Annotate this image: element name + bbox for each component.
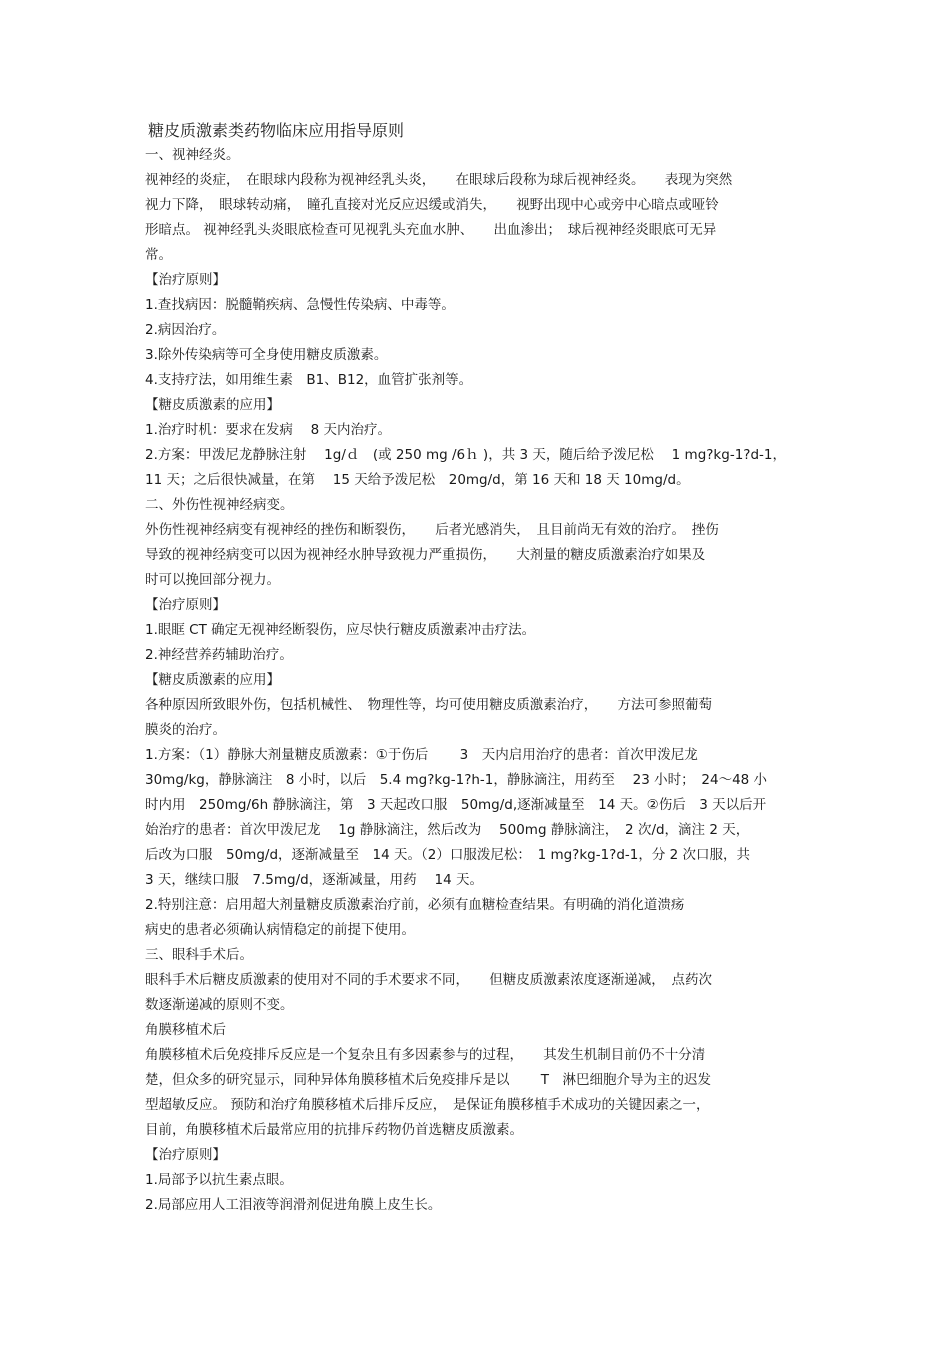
text-line: 4.支持疗法，如用维生素 B1、B12，血管扩张剂等。 — [145, 372, 473, 388]
text-line: 2.神经营养药辅助治疗。 — [145, 647, 293, 663]
text-line: 3.除外传染病等可全身使用糖皮质激素。 — [145, 347, 388, 363]
text-line: 角膜移植术后免疫排斥反应是一个复杂且有多因素参与的过程， 其发生机制目前仍不十分清 — [145, 1047, 706, 1063]
text-line: 1.查找病因：脱髓鞘疾病、急慢性传染病、中毒等。 — [145, 297, 455, 313]
text-line: 2.特别注意：启用超大剂量糖皮质激素治疗前，必须有血糖检查结果。有明确的消化道溃疡 — [145, 897, 685, 913]
text-line: 后改为口服 50mg/d，逐渐减量至 14 天。（2）口服泼尼松： 1 mg?kg-1?d-1，分 2 次口服，共 — [145, 847, 751, 863]
text-line: 各种原因所致眼外伤，包括机械性、 物理性等，均可使用糖皮质激素治疗， 方法可参照葡萄 — [145, 697, 712, 713]
text-line: 【糖皮质激素的应用】 — [145, 397, 280, 413]
text-line: 三、眼科手术后。 — [145, 947, 253, 963]
text-line: 30mg/kg，静脉滴注 8 小时，以后 5.4 mg?kg-1?h-1，静脉滴注，用药至 23 小时； 24～48 小 — [145, 772, 768, 788]
text-line: 角膜移植术后 — [145, 1022, 226, 1038]
text-line: 视力下降， 眼球转动痛， 瞳孔直接对光反应迟缓或消失， 视野出现中心或旁中心暗点或哑铃 — [145, 197, 719, 213]
text-line: 视神经的炎症， 在眼球内段称为视神经乳头炎， 在眼球后段称为球后视神经炎。 表现为突然 — [145, 172, 733, 188]
text-line: 二、外伤性视神经病变。 — [145, 497, 294, 513]
text-line: 2.局部应用人工泪液等润滑剂促进角膜上皮生长。 — [145, 1197, 442, 1213]
text-line: 1.眼眶 CT 确定无视神经断裂伤，应尽快行糖皮质激素冲击疗法。 — [145, 622, 536, 638]
text-line: 【治疗原则】 — [145, 272, 226, 288]
text-line: 楚，但众多的研究显示，同种异体角膜移植术后免疫排斥是以 T 淋巴细胞介导为主的迟发 — [145, 1072, 712, 1088]
text-line: 外伤性视神经病变有视神经的挫伤和断裂伤， 后者光感消失， 且目前尚无有效的治疗。 挫伤 — [145, 522, 719, 538]
text-line: 一、视神经炎。 — [145, 147, 240, 163]
text-line: 病史的患者必须确认病情稳定的前提下使用。 — [145, 922, 415, 938]
text-line: 时内用 250mg/6h 静脉滴注，第 3 天起改口服 50mg/d,逐渐减量至 14 天。②伤后 3 天以后开 — [145, 797, 767, 813]
text-line: 11 天；之后很快减量，在第 15 天给予泼尼松 20mg/d，第 16 天和 18 天 10mg/d。 — [145, 472, 690, 488]
text-line: 导致的视神经病变可以因为视神经水肿导致视力严重损伤， 大剂量的糖皮质激素治疗如果及 — [145, 547, 706, 563]
text-line: 常。 — [145, 247, 172, 263]
text-line: 目前，角膜移植术后最常应用的抗排斥药物仍首选糖皮质激素。 — [145, 1122, 523, 1138]
text-line: 形暗点。 视神经乳头炎眼底检查可见视乳头充血水肿、 出血渗出； 球后视神经炎眼底可无异 — [145, 222, 717, 238]
text-line: 【治疗原则】 — [145, 597, 226, 613]
document-title: 糖皮质激素类药物临床应用指导原则 — [148, 121, 405, 140]
text-line: 3 天，继续口服 7.5mg/d，逐渐减量，用药 14 天。 — [145, 872, 483, 888]
text-line: 【治疗原则】 — [145, 1147, 226, 1163]
text-line: 2.方案：甲泼尼龙静脉注射 1g/ｄ (或 250 mg /6ｈ )，共 3 天，随后给予泼尼松 1 mg?kg-1?d-1， — [145, 447, 786, 463]
text-line: 1.局部予以抗生素点眼。 — [145, 1172, 293, 1188]
text-line: 眼科手术后糖皮质激素的使用对不同的手术要求不同， 但糖皮质激素浓度逐渐递减， 点药次 — [145, 972, 712, 988]
text-line: 数逐渐递减的原则不变。 — [145, 997, 294, 1013]
text-line: 2.病因治疗。 — [145, 322, 226, 338]
text-line: 始治疗的患者：首次甲泼尼龙 1g 静脉滴注，然后改为 500mg 静脉滴注， 2 次/d，滴注 2 天， — [145, 822, 750, 838]
text-line: 【糖皮质激素的应用】 — [145, 672, 280, 688]
text-line: 时可以挽回部分视力。 — [145, 572, 280, 588]
text-line: 型超敏反应。 预防和治疗角膜移植术后排斥反应， 是保证角膜移植手术成功的关键因素之一， — [145, 1097, 710, 1113]
text-line: 1.治疗时机：要求在发病 8 天内治疗。 — [145, 422, 392, 438]
text-line: 膜炎的治疗。 — [145, 722, 226, 738]
text-line: 1.方案：（1）静脉大剂量糖皮质激素：①于伤后 3 天内启用治疗的患者：首次甲泼尼龙 — [145, 747, 698, 763]
